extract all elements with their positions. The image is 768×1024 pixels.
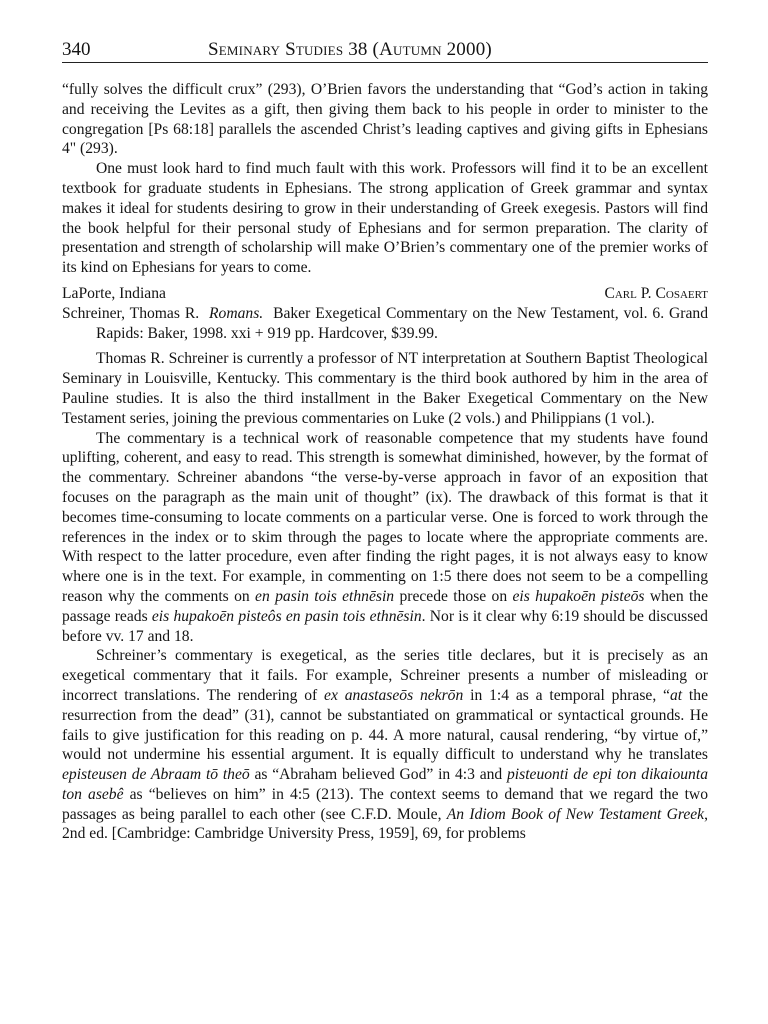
greek-phrase: episteusen de Abraam tō theō — [62, 766, 250, 784]
citation-details: Baker Exegetical Commentary on the New Testament, vol. 6. Grand Rapids: Baker, 1998. xxi + 919 pp. Hardcover, $39.99. — [96, 304, 709, 342]
text-run: as “believes on him” in 4:5 (213). The context seems to demand that we regard the two passages as being parallel to each other (see C.F.D. Moule, — [62, 785, 708, 823]
reviewer-name: Carl P. Cosaert — [604, 284, 708, 302]
greek-phrase: pisteuonti de epi ton dikaiounta ton asebê — [62, 766, 708, 803]
text-run: when the passage reads — [62, 587, 709, 625]
reviewer-location: LaPorte, Indiana — [62, 284, 166, 302]
citation-title: Romans. — [209, 304, 264, 322]
greek-phrase: ex anastaseōs nekrōn — [324, 686, 464, 704]
page-header — [62, 38, 708, 63]
review1-paragraph-2: One must look hard to find much fault with this work. Professors will find it to be an excellent textbook for graduate students in Ephesians. The strong application of Greek grammar and syntax makes it ideal for students desiring to grow in their understanding of Greek exegesis. Pastors will find the book helpful for their personal study of Ephesians and for sermon preparation. The clarity of presentation and strength of scholarship will make O’Brien’s commentary one of the premier works of its kind on Ephesians for years to come. — [62, 160, 708, 277]
greek-phrase: en pasin tois ethnēsin — [255, 587, 395, 605]
citation-author: Schreiner, Thomas R. — [62, 304, 200, 322]
review1-paragraph-1: “fully solves the difficult crux” (293), O’Brien favors the understanding that “God’s action in taking and receiving the Levites as a gift, then giving them back to his people in order to minister to the congregation [Ps 68:18] parallels the ascended Christ’s leading captives and giving gifts in Ephesians 4" (293). — [62, 81, 708, 158]
review2-paragraph-2 — [62, 429, 708, 647]
text-run: as “Abraham believed God” in 4:3 and — [254, 766, 503, 784]
text-run: the resurrection from the dead” (31), cannot be substantiated on grammatical or syntactical grounds. He fails to give justification for this reading on p. 44. A more natural, causal rendering, “by virtue of,” would not undermine his essential argument. It is equally difficult to understand why he translates — [62, 686, 708, 764]
text-run: precede those on — [399, 587, 508, 605]
page-number: 340 — [62, 39, 91, 60]
review2-paragraph-3 — [62, 646, 708, 844]
text-run: in 1:4 as a temporal phrase, “ — [470, 686, 670, 704]
text-run: The commentary is a technical work of reasonable competence that my students have found uplifting, coherent, and easy to read. This strength is somewhat diminished, however, by the format of the commentary. Schreiner abandons “the verse-by-verse approach in favor of an exposition that focuses on the paragraph as the main unit of thought” (ix). The drawback of this format is that it becomes time-consuming to locate comments on a particular verse. One is forced to work through the references in the index or to skim through the pages to locate where the appropriate comments are. With respect to the latter procedure, even after finding the right pages, it is not always easy to know where one is in the text. For example, in commenting on 1:5 there does not seem to be a compelling reason why the comments on — [62, 429, 708, 605]
greek-phrase: eis hupakoēn pisteōs — [512, 587, 645, 605]
emphasis: at — [669, 686, 683, 704]
book-citation — [62, 304, 708, 344]
running-head: Seminary Studies 38 (Autumn 2000) — [208, 39, 492, 60]
reviewer-signature — [62, 284, 708, 304]
cited-book-title: An Idiom Book of New Testament Greek — [446, 805, 705, 823]
page-body — [62, 80, 708, 844]
review2-paragraph-1: Thomas R. Schreiner is currently a professor of NT interpretation at Southern Baptist Theological Seminary in Louisville, Kentucky. This commentary is the third book authored by him in the area of Pauline studies. It is also the third installment in the Baker Exegetical Commentary on the New Testament series, joining the previous commentaries on Luke (2 vols.) and Philippians (1 vol.). — [62, 350, 708, 427]
text-run: Schreiner’s commentary is exegetical, as the series title declares, but it is precisely as an exegetical commentary that it fails. For example, Schreiner presents a number of misleading or incorrect translations. The rendering of — [62, 647, 708, 704]
text-run: . Nor is it clear why 6:19 should be discussed before vv. 17 and 18. — [62, 607, 708, 645]
greek-phrase: eis hupakoēn pisteôs en pasin tois ethnēsin — [151, 607, 422, 625]
text-run: , 2nd ed. [Cambridge: Cambridge University Press, 1959], 69, for problems — [62, 805, 708, 843]
